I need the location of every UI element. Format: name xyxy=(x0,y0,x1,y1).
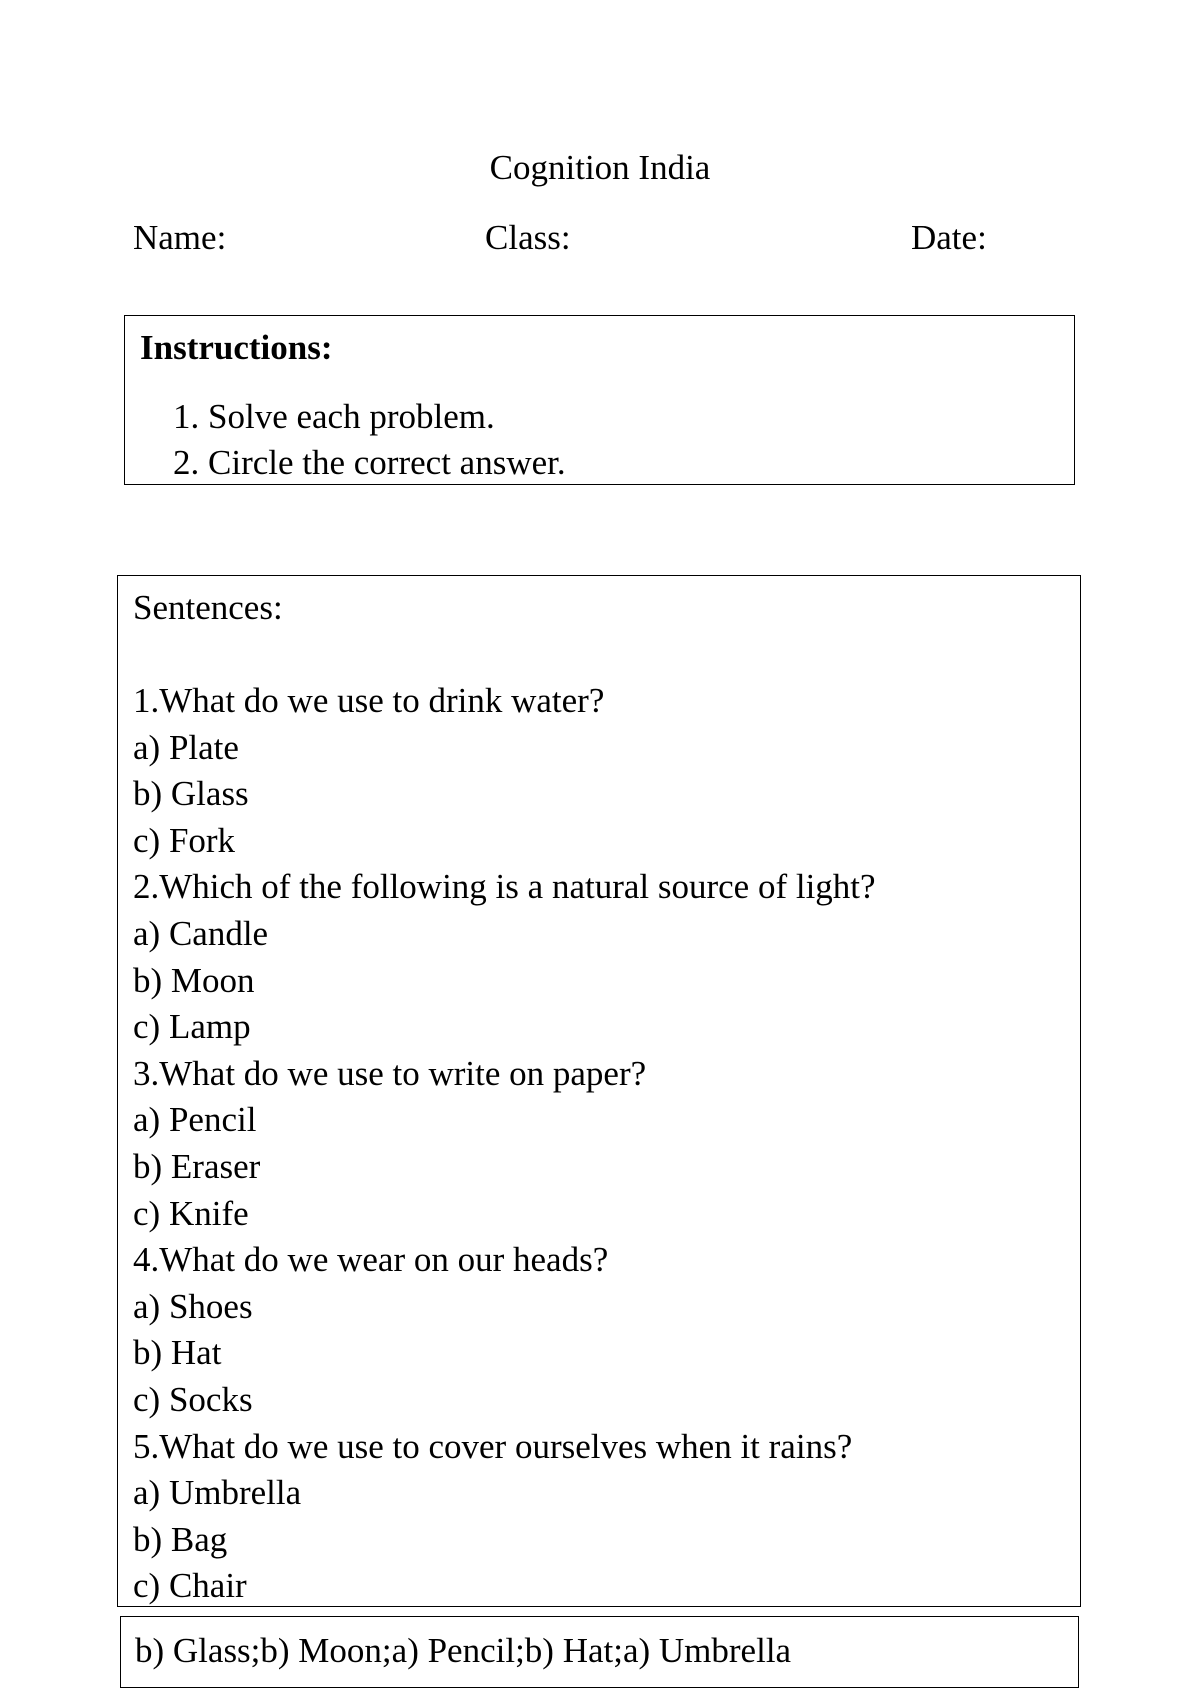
date-label: Date: xyxy=(911,218,987,257)
question-text: 2.Which of the following is a natural source of light? xyxy=(133,867,876,907)
sentences-heading: Sentences: xyxy=(133,588,283,627)
question-text: 1.What do we use to drink water? xyxy=(133,681,605,720)
option-text: a) Umbrella xyxy=(133,1473,302,1513)
answer-key-box xyxy=(120,1616,1079,1688)
option-text: c) Knife xyxy=(133,1193,249,1233)
worksheet-title: Cognition India xyxy=(489,148,711,187)
instruction-item: 1. Solve each problem. xyxy=(173,397,495,436)
answer-key-text: b) Glass;b) Moon;a) Pencil;b) Hat;a) Umbrella xyxy=(135,1631,792,1670)
option-text: a) Shoes xyxy=(133,1286,253,1326)
option-text: b) Hat xyxy=(133,1333,222,1373)
option-text: a) Candle xyxy=(133,913,269,953)
option-text: c) Socks xyxy=(133,1379,253,1419)
option-text: a) Plate xyxy=(133,727,239,767)
question-text: 3.What do we use to write on paper? xyxy=(133,1053,647,1093)
name-label: Name: xyxy=(133,218,227,257)
instructions-heading: Instructions: xyxy=(140,328,333,367)
option-text: b) Bag xyxy=(133,1519,228,1559)
question-text: 4.What do we wear on our heads? xyxy=(133,1240,609,1280)
option-text: c) Lamp xyxy=(133,1007,251,1047)
instruction-item: 2. Circle the correct answer. xyxy=(173,443,566,482)
instructions-box xyxy=(124,315,1075,485)
question-text: 5.What do we use to cover ourselves when it rains? xyxy=(133,1426,853,1466)
class-label: Class: xyxy=(485,218,571,257)
sentences-box xyxy=(117,575,1081,1607)
instructions-list xyxy=(173,394,566,486)
option-text: c) Chair xyxy=(133,1566,247,1606)
option-text: b) Eraser xyxy=(133,1146,261,1186)
option-text: a) Pencil xyxy=(133,1100,257,1140)
option-text: b) Moon xyxy=(133,960,255,1000)
option-text: c) Fork xyxy=(133,820,236,860)
option-text: b) Glass xyxy=(133,774,249,814)
question-list xyxy=(133,678,876,1610)
